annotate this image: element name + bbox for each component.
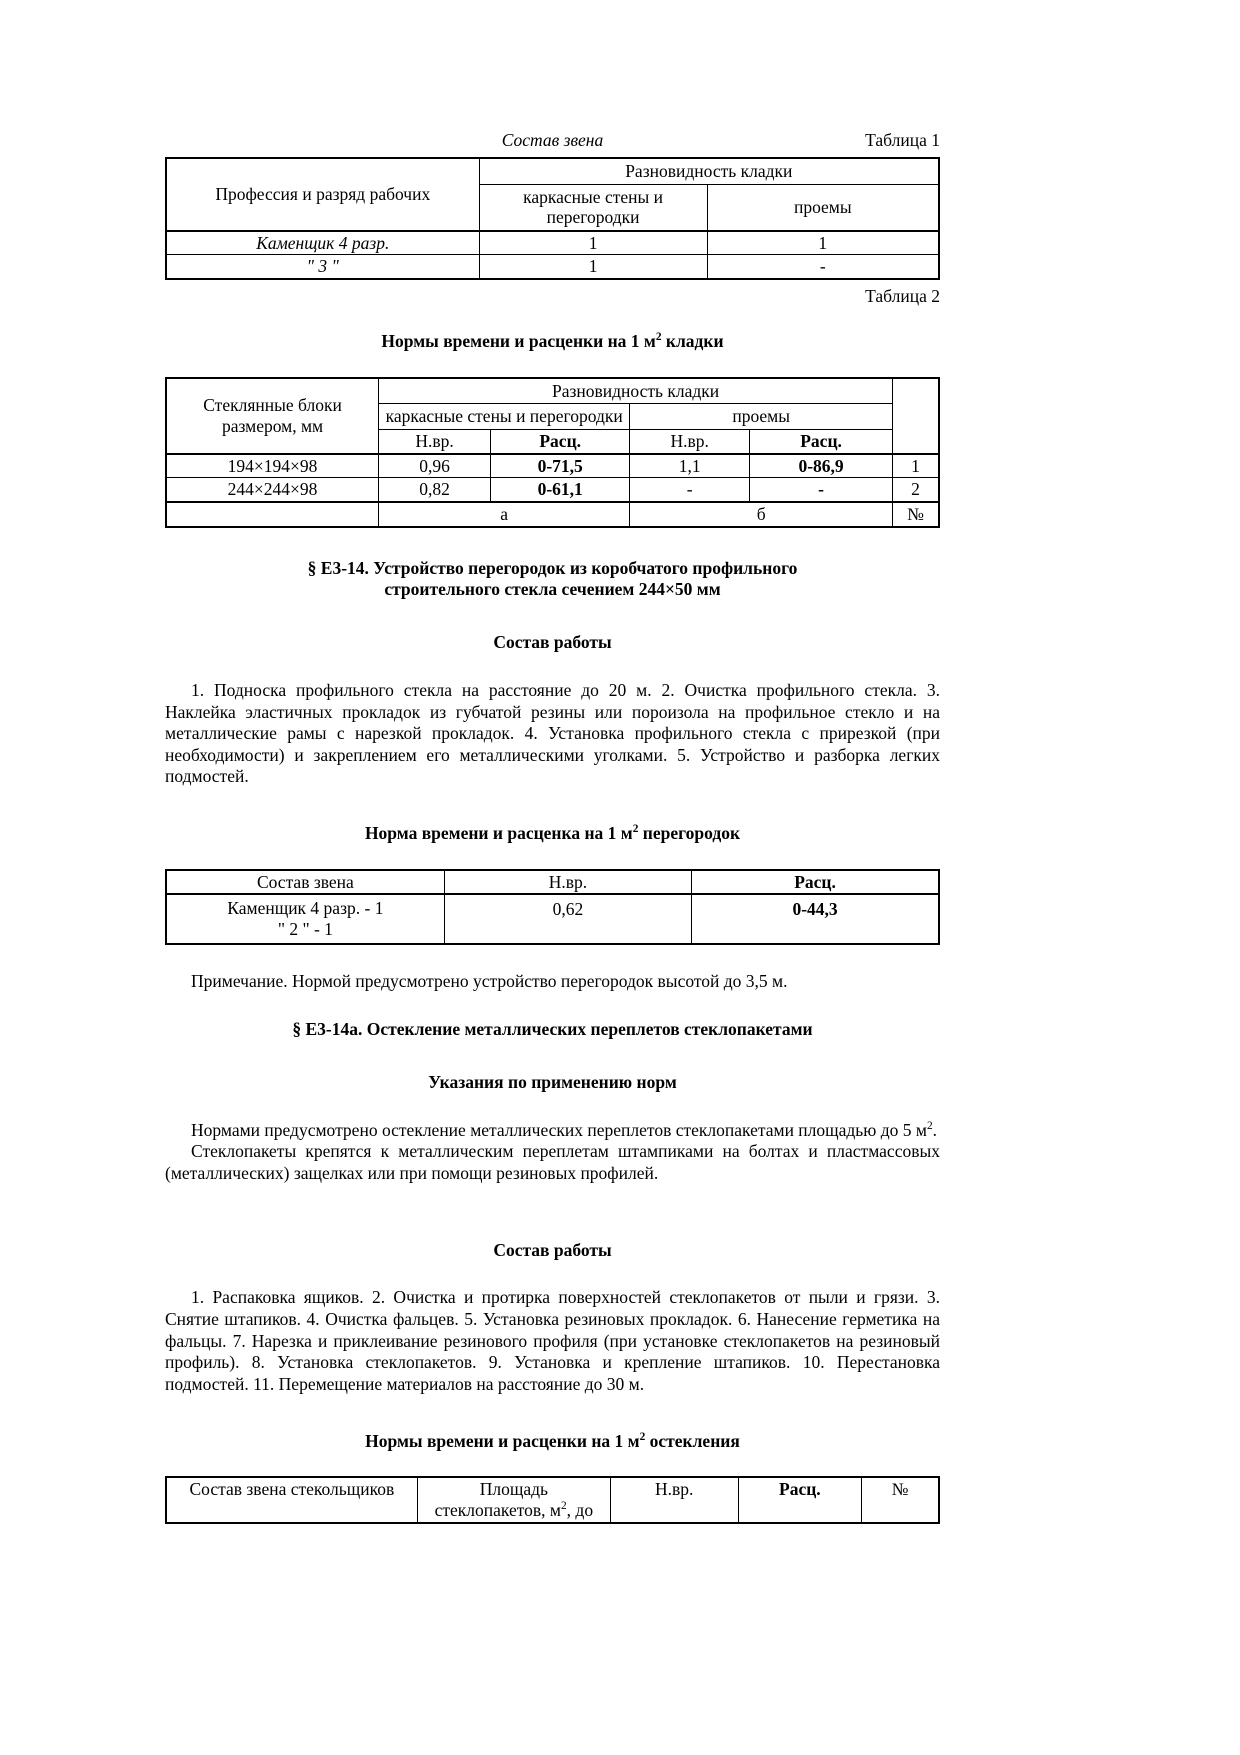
table2-row0-size: 194×194×98 — [166, 454, 379, 478]
section-e3-14-work-title: Состав работы — [493, 632, 612, 653]
table-row — [166, 158, 939, 184]
table3-title-part2: перегородок — [638, 823, 741, 844]
table2-title-sup: 2 — [655, 331, 662, 344]
table3-note: Примечание. Нормой предусмотрено устройство перегородок высотой до 3,5 м. — [191, 970, 788, 991]
table1-label: Таблица 1 — [865, 130, 940, 150]
table2-row0-nvr-b: 1,1 — [630, 454, 750, 478]
section-e3-14a-usage-p1 — [165, 1120, 940, 1142]
table3-row-crew-line1: Каменщик 4 разр. - 1 — [227, 898, 384, 919]
section-e3-14-heading-line1: § Е3-14. Устройство перегородок из коробчатого профильного — [307, 557, 798, 578]
table1-head-group: Разновидность кладки — [479, 158, 939, 184]
table2-row1-nvr-b: - — [630, 478, 750, 502]
table2-head-rasc-b: Расц. — [750, 429, 893, 453]
table2-footer-blank — [166, 502, 379, 527]
table1-row0-walls: 1 — [479, 231, 707, 255]
table2-row1-rasc-b: - — [750, 478, 893, 502]
table-row — [166, 378, 939, 404]
section-e3-14a-usage-p2: Стеклопакеты крепятся к металлическим переплетам штампиками на болтах и пластмассовых (металлических) защелках или при помощи резиновых профилей. — [165, 1141, 940, 1184]
section-e3-14-heading — [165, 558, 940, 602]
table1-head-sub2: проемы — [707, 184, 939, 231]
table4-head-col2-line1: Площадь — [479, 1479, 548, 1500]
table-row — [166, 1477, 939, 1522]
section-e3-14-work-text: 1. Подноска профильного стекла на расстояние до 20 м. 2. Очистка профильного стекла. 3. Наклейка эластичных прокладок из губчатой резины или пороизола на профильное стекло и на металлические рамы с нарезкой прокладок. 4. Установка профильного стекла с прирезкой (при необходимости) и закреплением его металлическими уголками. 5. Устройство и разборка легких подмостей. — [165, 680, 940, 787]
table2-head-spacer — [893, 378, 939, 454]
table3-row-crew-line2: " 2 " - 1 — [277, 919, 333, 940]
table4-head-col2-line2 — [422, 1500, 606, 1521]
table1-row1-profession: " 3 " — [166, 255, 479, 279]
table-row — [166, 231, 939, 255]
table3-row-nvr: 0,62 — [444, 894, 691, 943]
table1-row0-profession: Каменщик 4 разр. — [166, 231, 479, 255]
table4-title — [165, 1430, 940, 1453]
table1-caption: Состав звена — [501, 129, 604, 150]
table2-row0-nvr-a: 0,96 — [379, 454, 491, 478]
table-row — [166, 870, 939, 895]
table4-head-col2-part1: стеклопакетов, м — [434, 1499, 561, 1520]
section-e3-14a-work-text: 1. Распаковка ящиков. 2. Очистка и протирка поверхностей стеклопакетов от пыли и грязи. 3. Снятие штапиков. 4. Очистка фальцев. 5. Установка резиновых прокладок. 6. Нанесение герметика на фальцы. 7. Нарезка и приклеивание резинового профиля (при установке стеклопакетов на резиновый профиль). 8. Установка стеклопакетов. 9. Установка и крепление штапиков. 10. Перестановка подмостей. 11. Перемещение материалов на расстояние до 30 м. — [165, 1287, 940, 1394]
page-content — [165, 130, 940, 1524]
table4-title-sup: 2 — [639, 1430, 646, 1443]
table1-row1-openings: - — [707, 255, 939, 279]
table2-row1-no: 2 — [893, 478, 939, 502]
table-row — [166, 894, 939, 943]
table2-row1-nvr-a: 0,82 — [379, 478, 491, 502]
table2-footer-no: № — [893, 502, 939, 527]
table3-head-col2: Н.вр. — [444, 870, 691, 895]
table2-title-part2: кладки — [661, 330, 724, 351]
table-norma-peregorodok — [165, 869, 940, 945]
table2-row0-no: 1 — [893, 454, 939, 478]
table-row — [166, 478, 939, 502]
table3-title-sup: 2 — [632, 823, 639, 836]
table4-head-col4: Расц. — [738, 1477, 862, 1522]
table4-head-col3: Н.вр. — [610, 1477, 738, 1522]
usage-p1-part2: . — [932, 1119, 938, 1140]
table2-footer-b: б — [630, 502, 893, 527]
table4-title-part1: Нормы времени и расценки на 1 м — [365, 1430, 640, 1451]
usage-p1-sup: 2 — [926, 1120, 933, 1133]
table3-head-col1: Состав звена — [166, 870, 444, 895]
table2-title — [165, 330, 940, 353]
usage-p1-part1: Нормами предусмотрено остекление металлических переплетов стеклопакетами площадью до 5 м — [191, 1119, 927, 1140]
table-normy-osteklenie — [165, 1476, 940, 1523]
table2-head-sub1: каркасные стены и перегородки — [379, 404, 630, 430]
table2-row1-size: 244×244×98 — [166, 478, 379, 502]
table2-head-group: Разновидность кладки — [379, 378, 893, 404]
table3-title — [165, 822, 940, 845]
table3-row-crew — [166, 894, 444, 943]
table4-head-col1: Состав звена стекольщиков — [166, 1477, 417, 1522]
table-row — [166, 454, 939, 478]
table2-title-part1: Нормы времени и расценки на 1 м — [381, 330, 656, 351]
section-e3-14a-heading: § Е3-14а. Остекление металлических переплетов стеклопакетами — [292, 1019, 813, 1040]
table1-row1-walls: 1 — [479, 255, 707, 279]
table1-head-col1: Профессия и разряд рабочих — [166, 158, 479, 231]
table-normy-vremeni-kladki — [165, 377, 940, 528]
table4-head-col2-part2: , до — [566, 1499, 594, 1520]
table2-row0-rasc-b: 0-86,9 — [750, 454, 893, 478]
table2-label: Таблица 2 — [865, 286, 940, 307]
table3-head-col3: Расц. — [692, 870, 939, 895]
table4-head-col2 — [417, 1477, 610, 1522]
table1-head-sub1: каркасные стены и перегородки — [479, 184, 707, 231]
table3-row-rasc: 0-44,3 — [692, 894, 939, 943]
table-sostav-zvena — [165, 157, 940, 280]
table2-head-nvr-a: Н.вр. — [379, 429, 491, 453]
table1-row0-openings: 1 — [707, 231, 939, 255]
table3-title-part1: Норма времени и расценка на 1 м — [364, 823, 633, 844]
table2-head-col1: Стеклянные блоки размером, мм — [166, 378, 379, 454]
section-e3-14-heading-line2: строительного стекла сечением 244×50 мм — [384, 579, 721, 600]
table-row — [166, 255, 939, 279]
table2-head-sub2: проемы — [630, 404, 893, 430]
table2-footer-a: а — [379, 502, 630, 527]
section-e3-14a-usage-title: Указания по применению норм — [428, 1072, 677, 1093]
table-row — [166, 502, 939, 527]
table4-head-col5: № — [862, 1477, 939, 1522]
table2-row0-rasc-a: 0-71,5 — [491, 454, 630, 478]
section-e3-14a-work-title: Состав работы — [493, 1239, 612, 1260]
table4-title-part2: остекления — [645, 1430, 740, 1451]
table2-row1-rasc-a: 0-61,1 — [491, 478, 630, 502]
table2-head-nvr-b: Н.вр. — [630, 429, 750, 453]
table4-head-col2-sup: 2 — [560, 1500, 567, 1513]
table2-head-rasc-a: Расц. — [491, 429, 630, 453]
